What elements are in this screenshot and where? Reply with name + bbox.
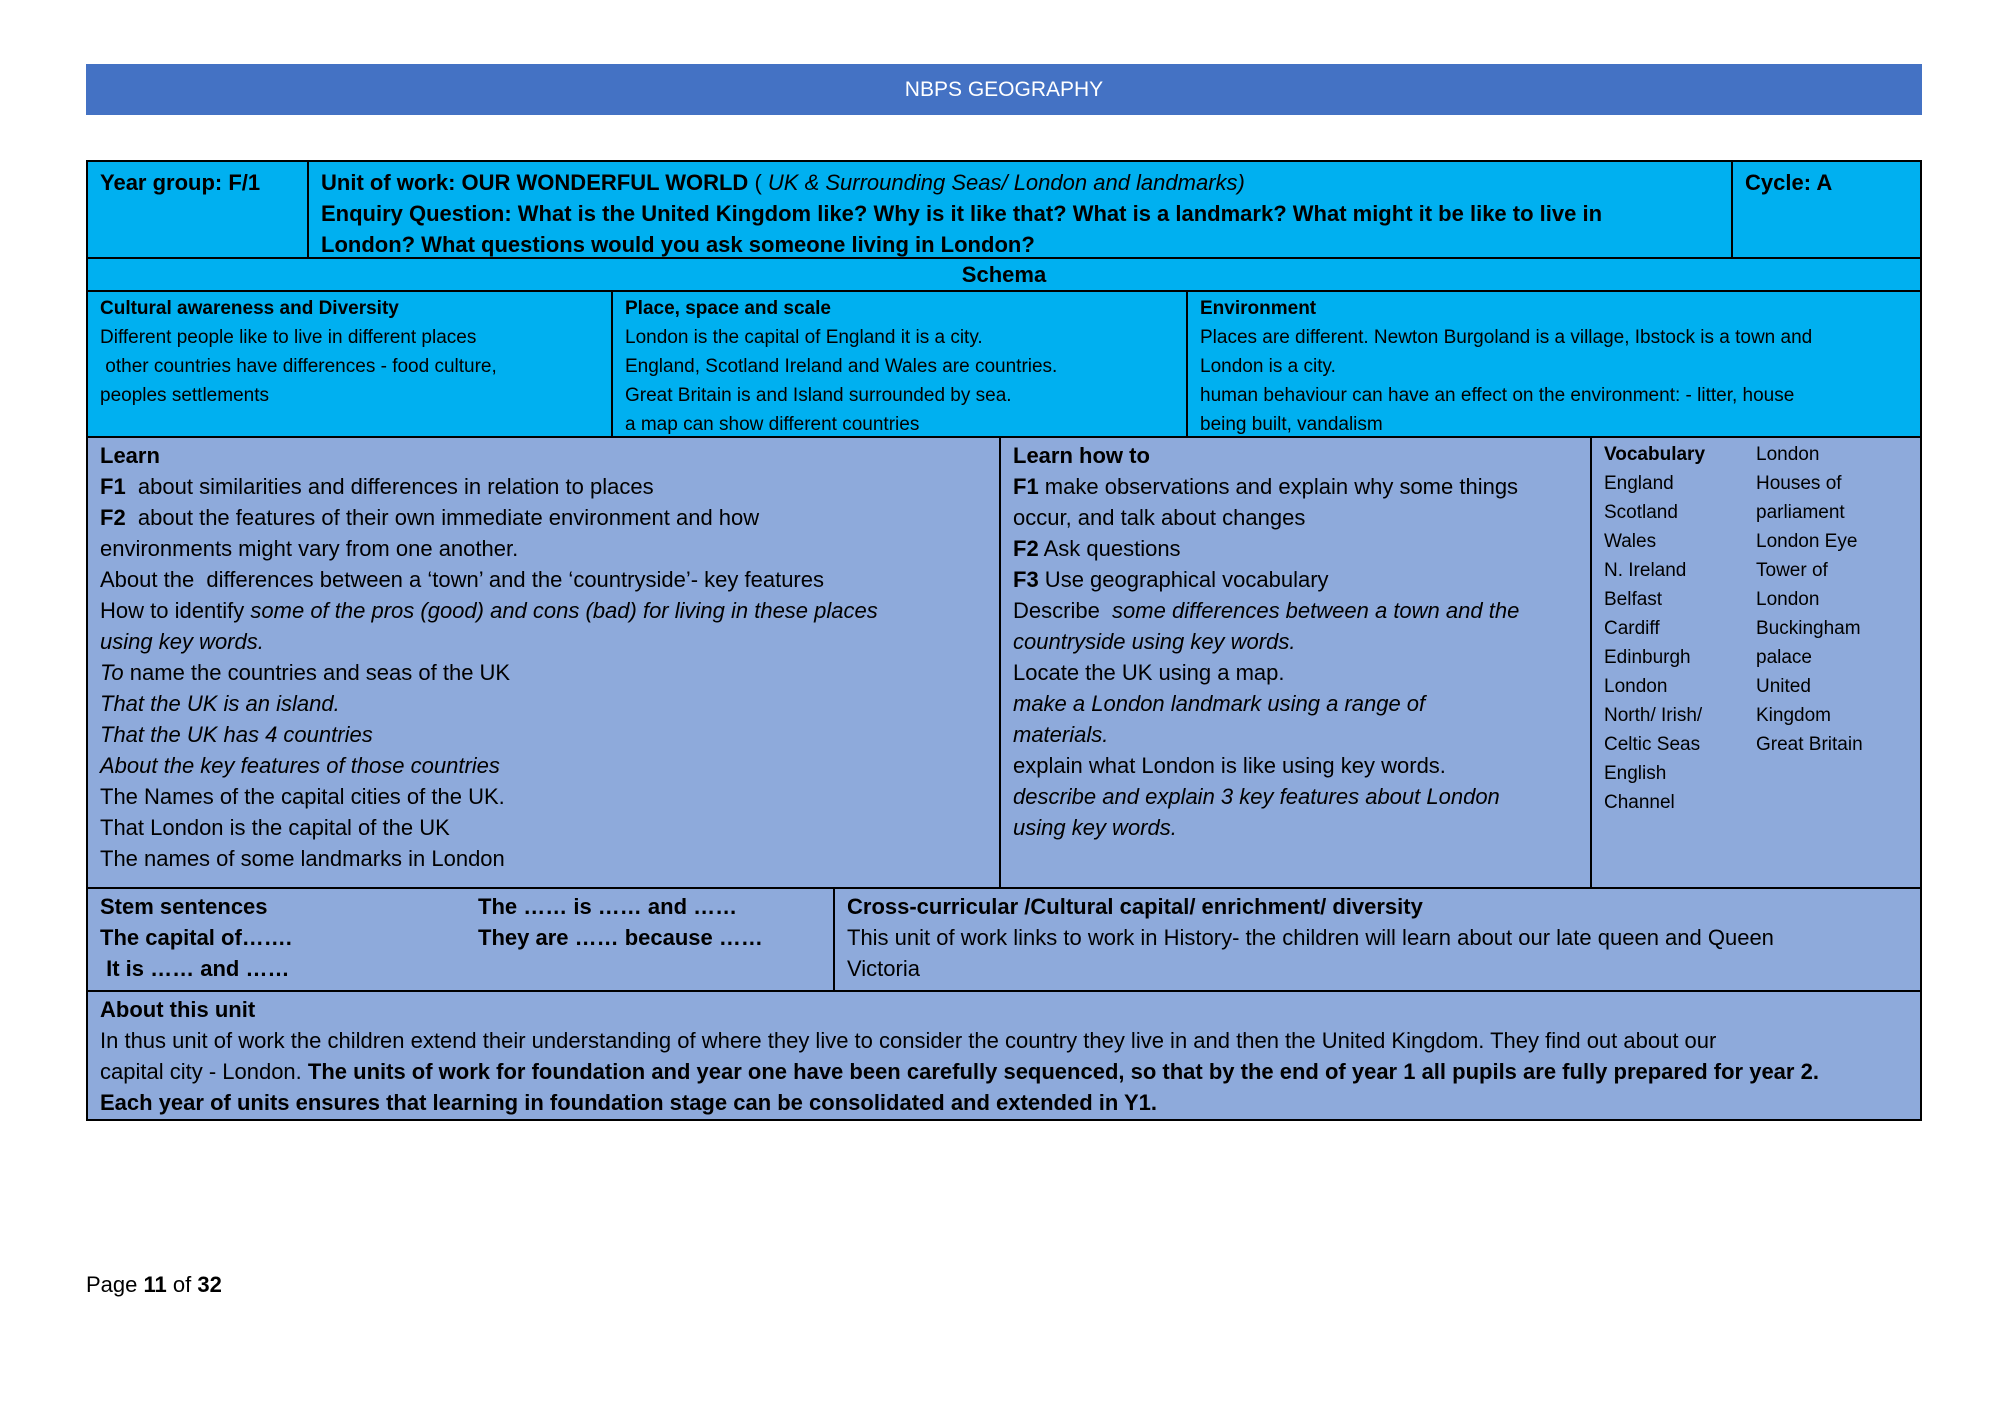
schema-title-row xyxy=(86,259,1922,292)
learn-how-describe-c: countryside using key words. xyxy=(1013,629,1296,654)
unit-title: Unit of work: OUR WONDERFUL WORLD xyxy=(321,170,749,195)
cultural-heading: Cultural awareness and Diversity xyxy=(100,298,399,319)
vocab-word: Cardiff xyxy=(1604,618,1660,639)
learn-features: About the key features of those countries xyxy=(100,753,500,778)
about-row xyxy=(86,992,1922,1121)
schema-title: Schema xyxy=(961,262,1047,287)
about-heading: About this unit xyxy=(100,997,256,1022)
about-line-2a: capital city - London. xyxy=(100,1059,308,1084)
place-heading: Place, space and scale xyxy=(625,298,831,319)
cycle-cell xyxy=(1731,162,1920,257)
environment-heading: Environment xyxy=(1200,298,1317,319)
stem-cell xyxy=(88,889,833,990)
learn-how-describe3-1: describe and explain 3 key features about London xyxy=(1013,784,1500,809)
learn-how-f1-text2: occur, and talk about changes xyxy=(1013,505,1306,530)
cultural-line: peoples settlements xyxy=(100,385,269,406)
learn-island: That the UK is an island. xyxy=(100,691,340,716)
unit-cell xyxy=(307,162,1731,257)
learn-cell xyxy=(88,438,999,887)
cross-line-2: Victoria xyxy=(847,956,920,981)
learn-identify-b: some of the pros (good) and cons (bad) for living in these places xyxy=(250,598,878,623)
vocabulary-heading: Vocabulary xyxy=(1604,444,1706,465)
learn-how-describe3-2: using key words. xyxy=(1013,815,1177,840)
page-header xyxy=(86,64,1922,115)
stem-row xyxy=(86,889,1922,992)
vocab-word: London xyxy=(1756,444,1820,465)
learn-name-a: To xyxy=(100,660,124,685)
about-line-3: Each year of units ensures that learning in foundation stage can be consolidated and extended in Y1. xyxy=(100,1090,1158,1115)
learn-f2-text: about the features of their own immediate environment and how xyxy=(125,505,760,530)
learn-how-heading: Learn how to xyxy=(1013,443,1150,468)
place-line: Great Britain is and Island surrounded by sea. xyxy=(625,385,1012,406)
vocab-word: Belfast xyxy=(1604,589,1663,610)
vocab-word: United xyxy=(1756,676,1811,697)
schema-title-cell xyxy=(88,259,1920,290)
learn-countries: That the UK has 4 countries xyxy=(100,722,373,747)
learn-how-f1-label: F1 xyxy=(1013,474,1039,499)
unit-subtitle: UK & Surrounding Seas/ London and landmarks) xyxy=(767,170,1245,195)
environment-line: human behaviour can have an effect on the environment: - litter, house xyxy=(1200,385,1795,406)
stem-the-is: The …… is …… and …… xyxy=(478,894,738,919)
place-line: London is the capital of England it is a city. xyxy=(625,327,983,348)
vocab-word: North/ Irish/ xyxy=(1604,705,1703,726)
learn-how-locate: Locate the UK using a map. xyxy=(1013,660,1285,685)
stem-they-are: They are …… because …… xyxy=(478,925,763,950)
learn-identify-c: using key words. xyxy=(100,629,264,654)
place-line: a map can show different countries xyxy=(625,414,920,435)
vocab-word: English xyxy=(1604,763,1667,784)
header-title: NBPS GEOGRAPHY xyxy=(904,77,1104,101)
page-number: 11 xyxy=(143,1272,167,1297)
learn-how-explain: explain what London is like using key words. xyxy=(1013,753,1446,778)
stem-it-is: It is …… and …… xyxy=(100,956,290,981)
schema-row xyxy=(86,292,1922,438)
vocab-word: parliament xyxy=(1756,502,1845,523)
vocab-word: Houses of xyxy=(1756,473,1842,494)
learn-f1-text: about similarities and differences in relation to places xyxy=(125,474,654,499)
stem-capital: The capital of……. xyxy=(100,925,292,950)
learn-name-b: name the countries and seas of the UK xyxy=(123,660,511,685)
learn-how-cell xyxy=(999,438,1590,887)
learn-london-capital: That London is the capital of the UK xyxy=(100,815,450,840)
cycle: Cycle: A xyxy=(1745,170,1833,195)
unit-paren: ( xyxy=(748,170,768,195)
vocab-word: England xyxy=(1604,473,1674,494)
cultural-line: Different people like to live in different places xyxy=(100,327,477,348)
year-group-cell xyxy=(88,162,307,257)
learn-how-make-2: materials. xyxy=(1013,722,1109,747)
learn-how-describe-a: Describe xyxy=(1013,598,1113,623)
learn-f2-text2: environments might vary from one another. xyxy=(100,536,519,561)
vocab-word: Wales xyxy=(1604,531,1657,552)
vocabulary-cell xyxy=(1590,438,1920,887)
vocab-word: Edinburgh xyxy=(1604,647,1691,668)
of-word: of xyxy=(166,1272,198,1297)
learn-how-f2-label: F2 xyxy=(1013,536,1039,561)
place-line: England, Scotland Ireland and Wales are countries. xyxy=(625,356,1058,377)
learn-how-f3-text: Use geographical vocabulary xyxy=(1038,567,1329,592)
learn-town: About the differences between a ‘town’ and the ‘countryside’- key features xyxy=(100,567,824,592)
learn-row xyxy=(86,438,1922,889)
about-cell xyxy=(88,992,1920,1119)
learn-how-f1-text: make observations and explain why some things xyxy=(1038,474,1519,499)
learn-how-make-1: make a London landmark using a range of xyxy=(1013,691,1426,716)
place-cell xyxy=(611,292,1186,436)
page-footer xyxy=(86,1272,222,1298)
cross-heading: Cross-curricular /Cultural capital/ enrichment/ diversity xyxy=(847,894,1423,919)
cultural-line: other countries have differences - food culture, xyxy=(100,356,497,377)
vocab-word: palace xyxy=(1756,647,1812,668)
learn-f2-label: F2 xyxy=(100,505,126,530)
learn-how-f2-text: Ask questions xyxy=(1038,536,1181,561)
cultural-cell xyxy=(88,292,611,436)
vocab-word: London Eye xyxy=(1756,531,1858,552)
learn-capitals: The Names of the capital cities of the UK. xyxy=(100,784,505,809)
learn-landmarks: The names of some landmarks in London xyxy=(100,846,505,871)
about-line-2b: The units of work for foundation and year one have been carefully sequenced, so that by the end of year 1 all pupils are fully prepared for year 2. xyxy=(307,1059,1819,1084)
environment-cell xyxy=(1186,292,1920,436)
enquiry-question-1: Enquiry Question: What is the United Kingdom like? Why is it like that? What is a landmark? What might it be like to live in xyxy=(321,201,1603,226)
cross-cell xyxy=(833,889,1920,990)
vocab-word: Channel xyxy=(1604,792,1675,813)
enquiry-question-2: London? What questions would you ask someone living in London? xyxy=(321,232,1035,257)
learn-how-f3-label: F3 xyxy=(1013,567,1039,592)
environment-line: being built, vandalism xyxy=(1200,414,1383,435)
learn-heading: Learn xyxy=(100,443,160,468)
vocab-word: Kingdom xyxy=(1756,705,1831,726)
vocab-word: Tower of xyxy=(1756,560,1828,581)
learn-f1-label: F1 xyxy=(100,474,126,499)
environment-line: London is a city. xyxy=(1200,356,1336,377)
vocab-word: Great Britain xyxy=(1756,734,1863,755)
vocab-word: Scotland xyxy=(1604,502,1678,523)
vocab-word: Buckingham xyxy=(1756,618,1861,639)
vocab-word: London xyxy=(1756,589,1820,610)
vocab-word: Celtic Seas xyxy=(1604,734,1701,755)
stem-heading: Stem sentences xyxy=(100,894,268,919)
year-group: Year group: F/1 xyxy=(100,170,261,195)
about-line-1: In thus unit of work the children extend their understanding of where they live to consider the country they live in and then the United Kingdom. They find out about our xyxy=(100,1028,1717,1053)
cross-line-1: This unit of work links to work in History- the children will learn about our late queen and Queen xyxy=(847,925,1774,950)
learn-identify-a: How to identify xyxy=(100,598,251,623)
vocab-word: N. Ireland xyxy=(1604,560,1687,581)
vocab-word: London xyxy=(1604,676,1668,697)
unit-row xyxy=(86,160,1922,259)
page-total: 32 xyxy=(197,1272,222,1297)
page-word: Page xyxy=(86,1272,144,1297)
learn-how-describe-b: some differences between a town and the xyxy=(1112,598,1520,623)
environment-line: Places are different. Newton Burgoland is a village, Ibstock is a town and xyxy=(1200,327,1813,348)
